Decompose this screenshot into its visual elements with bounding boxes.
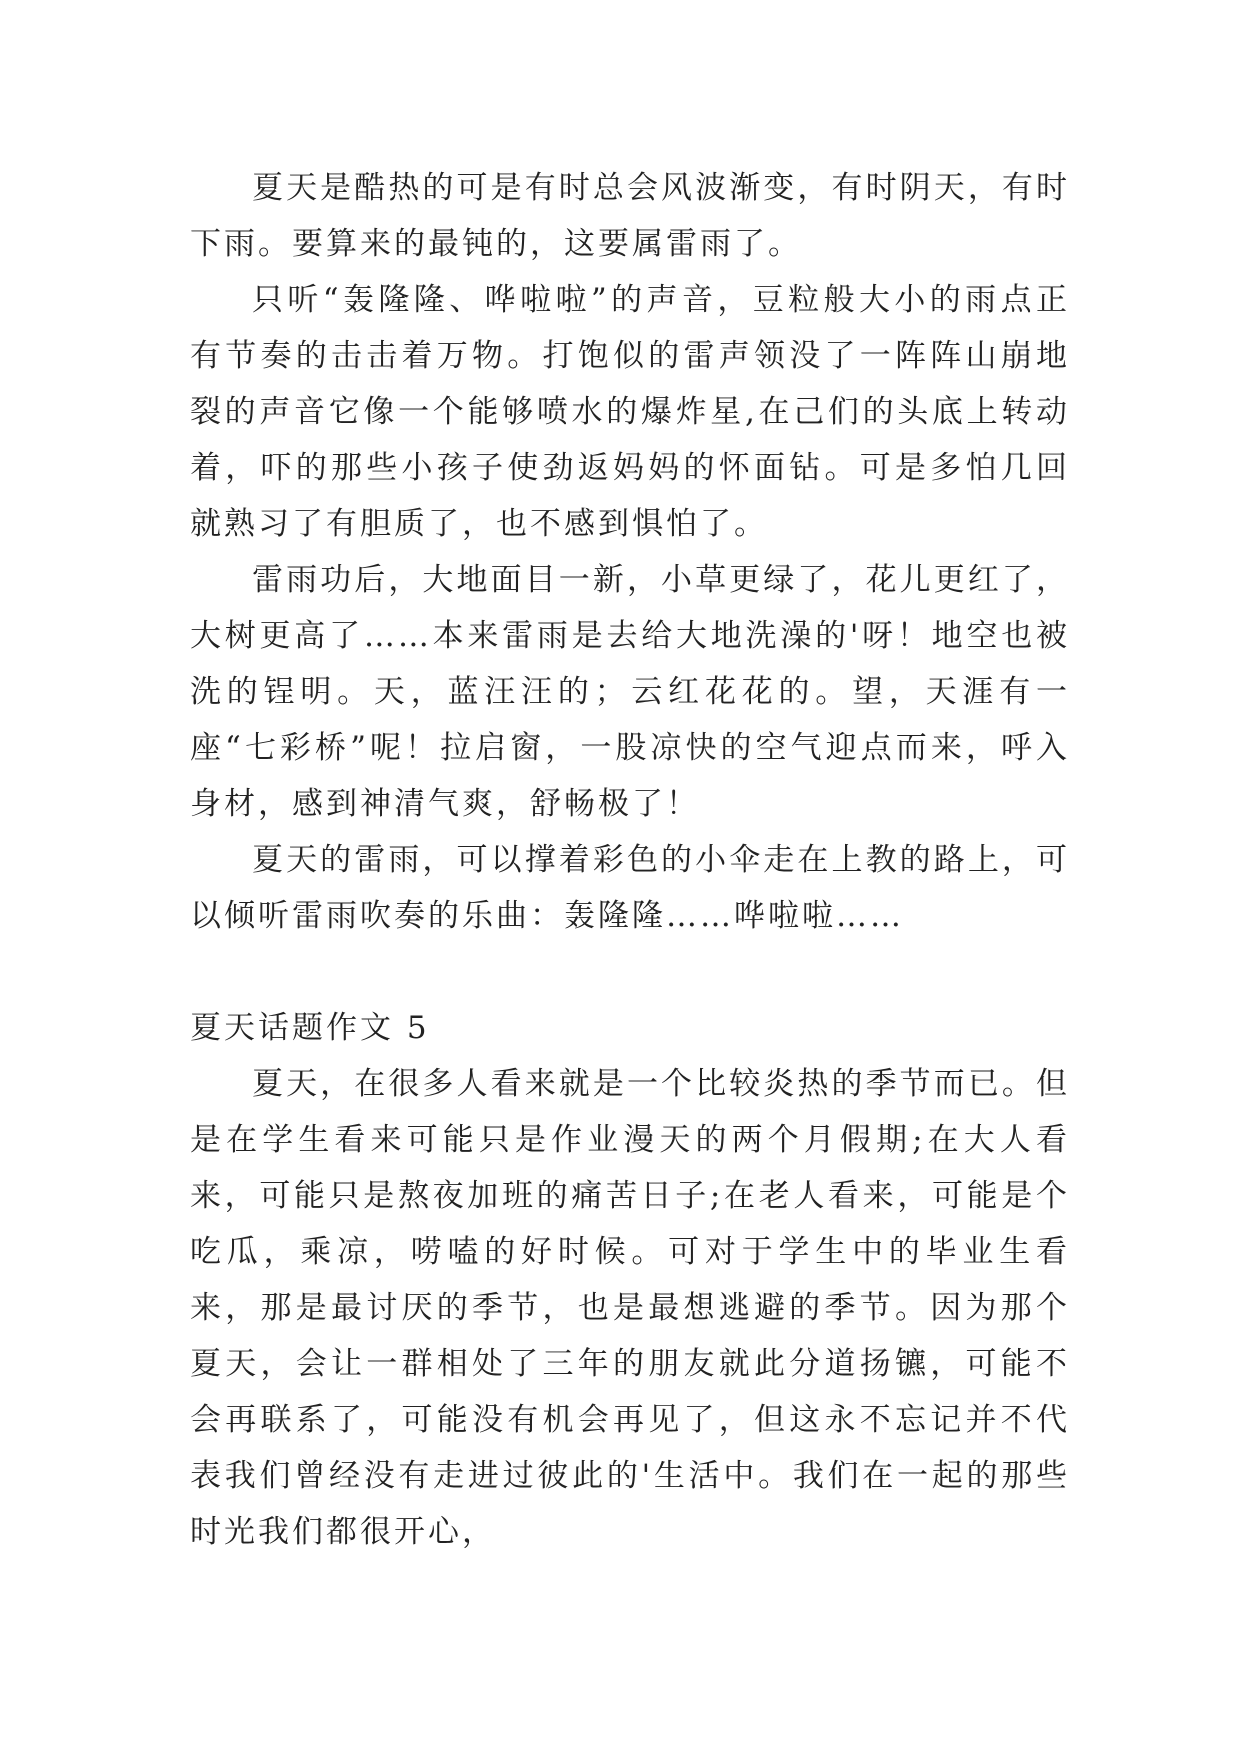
paragraph-2: 只听“轰隆隆、哗啦啦”的声音，豆粒般大小的雨点正有节奏的击击着万物。打饱似的雷声领没了一阵阵山崩地裂的声音它像一个能够喷水的爆炸星,在己们的头底上转动着，吓的那些小孩子使劲返妈妈的怀面钻。可是多怕几回就熟习了有胆质了，也不感到惧怕了。	[190, 282, 1070, 542]
paragraph-5: 夏天，在很多人看来就是一个比较炎热的季节而已。但是在学生看来可能只是作业漫天的两个月假期;在大人看来，可能只是熬夜加班的痛苦日子;在老人看来，可能是个吃瓜，乘凉，唠嗑的好时候。可对于学生中的毕业生看来，那是最讨厌的季节，也是最想逃避的季节。因为那个夏天，会让一群相处了三年的朋友就此分道扬镳，可能不会再联系了，可能没有机会再见了，但这永不忘记并不代表我们曾经没有走进过彼此的'生活中。我们在一起的那些时光我们都很开心，	[190, 1066, 1070, 1550]
section-title: 夏天话题作文 5	[190, 1010, 430, 1046]
document-body	[190, 160, 1070, 1560]
paragraph-1: 夏天是酷热的可是有时总会风波渐变，有时阴天，有时下雨。要算来的最钝的，这要属雷雨了。	[190, 170, 1070, 262]
paragraph-3: 雷雨功后，大地面目一新，小草更绿了，花儿更红了，大树更高了……本来雷雨是去给大地洗澡的'呀！地空也被洗的锃明。天，蓝汪汪的；云红花花的。望，天涯有一座“七彩桥”呢！拉启窗，一股凉快的空气迎点而来，呼入身材，感到神清气爽，舒畅极了！	[190, 562, 1070, 822]
paragraph-4: 夏天的雷雨，可以撑着彩色的小伞走在上教的路上，可以倾听雷雨吹奏的乐曲：轰隆隆……哗啦啦……	[190, 842, 1070, 934]
